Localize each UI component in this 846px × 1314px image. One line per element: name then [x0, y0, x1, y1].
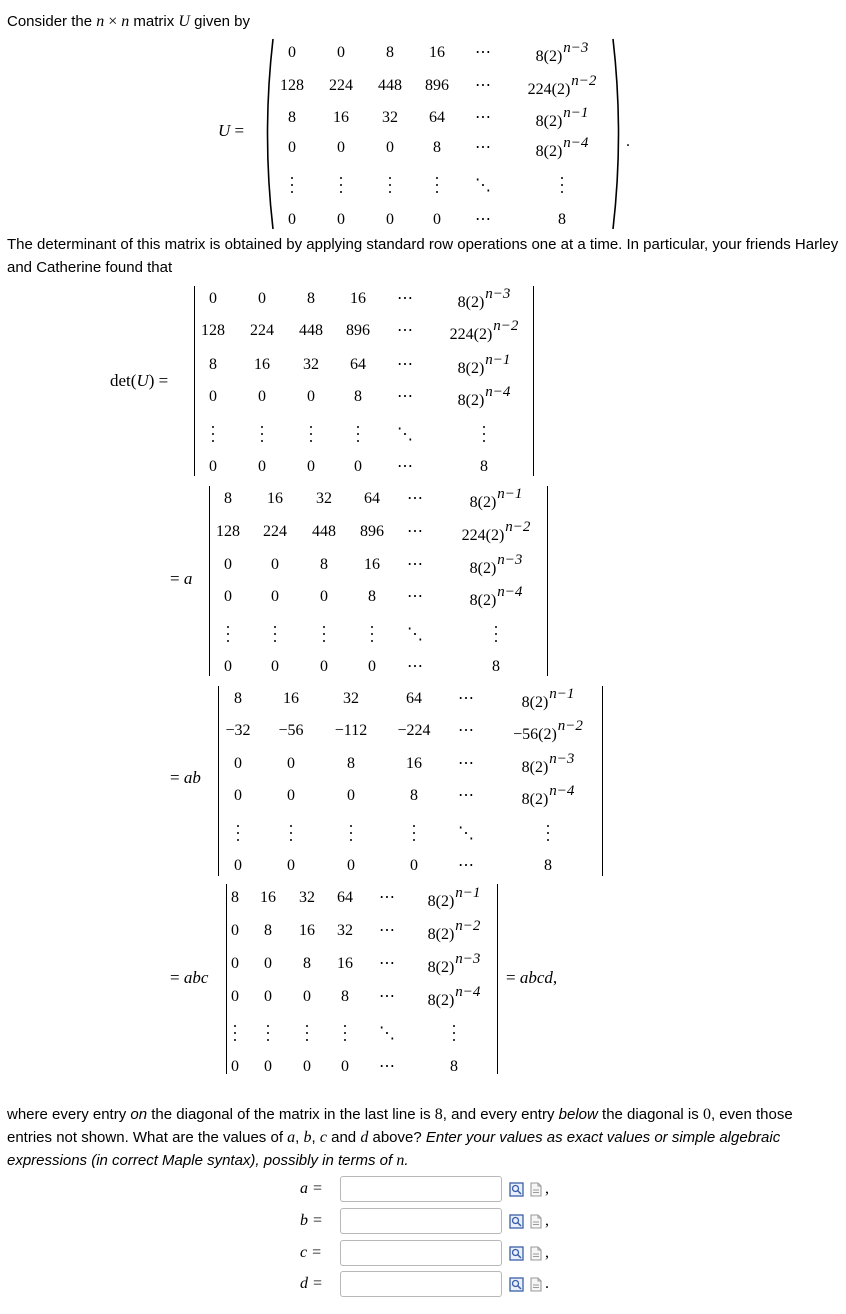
answer-punct: , [545, 1244, 549, 1261]
matrix-entry: ⋯ [475, 139, 491, 156]
matrix-entry: 8 [433, 139, 441, 156]
matrix-entry: 32 [303, 356, 319, 373]
matrix-entry: 0 [386, 139, 394, 156]
matrix-entry: 0 [271, 588, 279, 605]
matrix-entry: 128 [216, 523, 240, 540]
matrix-entry: 0 [303, 988, 311, 1005]
matrix-entry: 32 [382, 109, 398, 126]
matrix-entry: 224 [329, 77, 353, 94]
matrix-entry: 448 [312, 523, 336, 540]
matrix-entry: 8 [320, 556, 328, 573]
matrix-vdots [261, 426, 263, 444]
matrix-entry: 0 [234, 857, 242, 874]
matrix-entry: 224 [263, 523, 287, 540]
help-icon[interactable] [528, 1182, 543, 1197]
matrix-entry: 0 [271, 658, 279, 675]
matrix-entry: 8 [492, 658, 500, 675]
matrix-entry: ⋯ [397, 322, 413, 339]
answer-punct: . [545, 1275, 549, 1292]
question-paragraph: where every entry on the diagonal of the matrix in the last line is 8, and every entry below the diagonal is 0, even those entries not shown. What are the values of a, b, c and d above? Enter your values as exact values or simple algebraic expressions (in correct Maple syntax), possibly in terms of n. [7, 1106, 793, 1169]
matrix-vdots [357, 426, 359, 444]
det4-result: = abcd, [506, 968, 558, 987]
det3-label: = ab [170, 768, 201, 787]
matrix-vdots [267, 1025, 269, 1043]
matrix-entry: 0 [354, 458, 362, 475]
matrix-entry: 0 [234, 755, 242, 772]
matrix-entry: 64 [337, 889, 353, 906]
matrix-entry: ⋯ [458, 857, 474, 874]
matrix-entry: 0 [264, 1058, 272, 1075]
help-icon[interactable] [528, 1246, 543, 1261]
answer-input-d[interactable] [340, 1271, 502, 1297]
matrix-entry: 0 [231, 922, 239, 939]
matrix-entry: $8(2)^{n-1}$ [469, 486, 523, 511]
matrix-entry: 16 [254, 356, 270, 373]
matrix-entry: 896 [346, 322, 370, 339]
matrix-entry: $8(2)^{n-1}$ [535, 105, 589, 130]
matrix-entry: $224(2)^{n-2}$ [527, 73, 597, 98]
matrix-entry: $8(2)^{n-2}$ [427, 918, 481, 943]
matrix-entry: $8(2)^{n-4}$ [427, 984, 481, 1009]
matrix-entry: 0 [258, 458, 266, 475]
matrix-entry: ⋯ [407, 658, 423, 675]
matrix-entry: 16 [260, 889, 276, 906]
matrix-entry: 0 [231, 988, 239, 1005]
matrix-vdots [310, 426, 312, 444]
matrix-vdots [306, 1025, 308, 1043]
matrix-entry: ⋯ [379, 1058, 395, 1075]
matrix-entry: 0 [303, 1058, 311, 1075]
matrix-entry: 16 [406, 755, 422, 772]
matrix-entry: 64 [364, 490, 380, 507]
matrix-entry: ⋱ [475, 177, 491, 194]
matrix-entry: $8(2)^{n-4}$ [535, 135, 589, 160]
matrix-entry: −112 [334, 722, 368, 739]
matrix-period: . [626, 133, 630, 150]
preview-icon[interactable] [509, 1246, 524, 1261]
matrix-entry: 0 [320, 658, 328, 675]
matrix-vdots [344, 1025, 346, 1043]
matrix-entry: −224 [397, 722, 431, 739]
determinant-bar [533, 286, 534, 476]
matrix-entry: 0 [209, 290, 217, 307]
matrix-entry: 0 [288, 44, 296, 61]
determinant-bar [602, 686, 603, 876]
matrix-vdots [237, 825, 239, 843]
matrix-entry: 0 [287, 755, 295, 772]
matrix-entry: $8(2)^{n-4}$ [457, 384, 511, 409]
matrix-entry: $8(2)^{n-1}$ [521, 686, 575, 711]
determinant-bar [547, 486, 548, 676]
matrix-entry: ⋱ [397, 426, 413, 443]
matrix-vdots [389, 177, 391, 195]
answer-punct: , [545, 1212, 549, 1229]
matrix-vdots [547, 825, 549, 843]
matrix-entry: ⋯ [397, 356, 413, 373]
determinant-bar [218, 686, 219, 876]
matrix-entry: 16 [333, 109, 349, 126]
preview-icon[interactable] [509, 1277, 524, 1292]
matrix-entry: 0 [337, 44, 345, 61]
matrix-entry: $8(2)^{n-3}$ [457, 286, 511, 311]
matrix-entry: 8 [234, 690, 242, 707]
matrix-entry: 128 [280, 77, 304, 94]
matrix-entry: $8(2)^{n-3}$ [427, 951, 481, 976]
matrix-entry: 0 [287, 787, 295, 804]
matrix-entry: 8 [410, 787, 418, 804]
matrix-entry: 8 [450, 1058, 458, 1075]
matrix-entry: ⋱ [407, 626, 423, 643]
intro-text: Consider the n × n matrix U given by [7, 13, 251, 30]
determinant-bar [194, 286, 195, 476]
matrix-entry: ⋯ [458, 690, 474, 707]
matrix-entry: 0 [288, 139, 296, 156]
matrix-entry: ⋱ [379, 1025, 395, 1042]
matrix-entry: 0 [337, 211, 345, 228]
matrix-entry: ⋯ [475, 211, 491, 228]
matrix-entry: 64 [350, 356, 366, 373]
matrix-entry: 448 [299, 322, 323, 339]
matrix-entry: 16 [299, 922, 315, 939]
matrix-entry: ⋯ [407, 588, 423, 605]
det4-label: = abc [170, 968, 209, 987]
matrix-entry: ⋯ [379, 988, 395, 1005]
matrix-entry: ⋯ [407, 556, 423, 573]
matrix-entry: 0 [307, 388, 315, 405]
matrix-entry: 896 [360, 523, 384, 540]
matrix-entry: 8 [303, 955, 311, 972]
answer-label-c: c = [300, 1244, 322, 1261]
matrix-entry: 8 [480, 458, 488, 475]
matrix-entry: 8 [224, 490, 232, 507]
matrix-entry: 0 [320, 588, 328, 605]
matrix-entry: $224(2)^{n-2}$ [449, 318, 519, 343]
matrix-vdots [483, 426, 485, 444]
determinant-bar [497, 884, 498, 1074]
matrix-entry: $8(2)^{n-3}$ [521, 751, 575, 776]
matrix-vdots [323, 626, 325, 644]
matrix-entry: 0 [288, 211, 296, 228]
matrix-entry: 0 [410, 857, 418, 874]
left-paren [262, 38, 274, 230]
matrix-entry: 0 [231, 1058, 239, 1075]
matrix-entry: 8 [368, 588, 376, 605]
matrix-entry: 0 [264, 955, 272, 972]
matrix-entry: 0 [209, 458, 217, 475]
matrix-entry: 8 [544, 857, 552, 874]
matrix-u-label: U = [218, 121, 245, 140]
matrix-entry: 16 [283, 690, 299, 707]
matrix-vdots [274, 626, 276, 644]
preview-icon[interactable] [509, 1182, 524, 1197]
matrix-entry: $8(2)^{n-3}$ [535, 40, 589, 65]
matrix-entry: ⋯ [397, 290, 413, 307]
matrix-entry: 8 [288, 109, 296, 126]
matrix-entry: 0 [368, 658, 376, 675]
matrix-vdots [291, 177, 293, 195]
matrix-entry: $-56(2)^{n-2}$ [513, 718, 583, 743]
answer-punct: , [545, 1180, 549, 1197]
matrix-entry: ⋯ [475, 44, 491, 61]
matrix-entry: 0 [231, 955, 239, 972]
matrix-entry: 8 [354, 388, 362, 405]
matrix-entry: $8(2)^{n-1}$ [427, 885, 481, 910]
matrix-entry: 0 [347, 857, 355, 874]
matrix-entry: ⋯ [379, 955, 395, 972]
matrix-entry: −32 [225, 722, 251, 739]
matrix-entry: 0 [287, 857, 295, 874]
matrix-entry: 8 [231, 889, 239, 906]
matrix-entry: ⋯ [379, 889, 395, 906]
matrix-entry: 448 [378, 77, 402, 94]
matrix-vdots [413, 825, 415, 843]
matrix-entry: 32 [299, 889, 315, 906]
matrix-entry: 8 [558, 211, 566, 228]
matrix-vdots [350, 825, 352, 843]
matrix-entry: 64 [429, 109, 445, 126]
matrix-entry: 8 [347, 755, 355, 772]
matrix-entry: 8 [209, 356, 217, 373]
answer-label-b: b = [300, 1212, 323, 1229]
answer-input-b[interactable] [340, 1208, 502, 1234]
matrix-entry: 0 [224, 588, 232, 605]
det-label: det(U) = [110, 371, 169, 390]
matrix-entry: ⋯ [397, 388, 413, 405]
det2-label: = a [170, 569, 193, 588]
matrix-entry: ⋯ [379, 922, 395, 939]
matrix-entry: 0 [433, 211, 441, 228]
matrix-entry: ⋯ [475, 77, 491, 94]
matrix-entry: $8(2)^{n-1}$ [457, 352, 511, 377]
matrix-entry: 64 [406, 690, 422, 707]
matrix-entry: ⋯ [458, 787, 474, 804]
matrix-entry: 16 [337, 955, 353, 972]
matrix-entry: 16 [364, 556, 380, 573]
matrix-entry: 224 [250, 322, 274, 339]
matrix-vdots [495, 626, 497, 644]
matrix-entry: $8(2)^{n-4}$ [521, 783, 575, 808]
matrix-entry: ⋱ [458, 825, 474, 842]
matrix-vdots [340, 177, 342, 195]
matrix-entry: 0 [264, 988, 272, 1005]
matrix-entry: $8(2)^{n-3}$ [469, 552, 523, 577]
matrix-entry: 0 [347, 787, 355, 804]
matrix-entry: 32 [343, 690, 359, 707]
matrix-entry: 8 [264, 922, 272, 939]
matrix-entry: 16 [350, 290, 366, 307]
answer-input-c[interactable] [340, 1240, 502, 1266]
matrix-entry: 0 [258, 388, 266, 405]
matrix-vdots [453, 1025, 455, 1043]
matrix-entry: $8(2)^{n-4}$ [469, 584, 523, 609]
determinant-bar [209, 486, 210, 676]
answer-label-a: a = [300, 1180, 323, 1197]
matrix-vdots [290, 825, 292, 843]
matrix-vdots [371, 626, 373, 644]
determinant-bar [226, 884, 227, 1074]
matrix-entry: −56 [278, 722, 304, 739]
help-icon[interactable] [528, 1277, 543, 1292]
matrix-vdots [561, 177, 563, 195]
answer-label-d: d = [300, 1275, 323, 1292]
matrix-entry: ⋯ [475, 109, 491, 126]
matrix-entry: 0 [337, 139, 345, 156]
matrix-entry: 0 [224, 556, 232, 573]
matrix-entry: 0 [307, 458, 315, 475]
right-paren [612, 38, 624, 230]
matrix-vdots [436, 177, 438, 195]
preview-icon[interactable] [509, 1214, 524, 1229]
matrix-entry: 0 [209, 388, 217, 405]
matrix-entry: 32 [337, 922, 353, 939]
matrix-entry: $224(2)^{n-2}$ [461, 519, 531, 544]
matrix-entry: 16 [429, 44, 445, 61]
matrix-entry: ⋯ [397, 458, 413, 475]
matrix-entry: ⋯ [458, 722, 474, 739]
matrix-entry: 0 [341, 1058, 349, 1075]
matrix-vdots [212, 426, 214, 444]
description-paragraph: The determinant of this matrix is obtained by applying standard row operations one at a time. In particular, your friends Harley and Catherine found that [7, 236, 839, 276]
matrix-entry: 128 [201, 322, 225, 339]
matrix-vdots [227, 626, 229, 644]
matrix-entry: 896 [425, 77, 449, 94]
matrix-entry: 32 [316, 490, 332, 507]
matrix-entry: 0 [271, 556, 279, 573]
matrix-vdots [234, 1025, 236, 1043]
matrix-entry: ⋯ [458, 755, 474, 772]
answer-input-a[interactable] [340, 1176, 502, 1202]
matrix-entry: ⋯ [407, 490, 423, 507]
matrix-entry: 0 [224, 658, 232, 675]
matrix-entry: 16 [267, 490, 283, 507]
matrix-entry: 0 [234, 787, 242, 804]
matrix-entry: 8 [341, 988, 349, 1005]
matrix-entry: 8 [386, 44, 394, 61]
matrix-entry: ⋯ [407, 523, 423, 540]
matrix-entry: 0 [386, 211, 394, 228]
help-icon[interactable] [528, 1214, 543, 1229]
matrix-entry: 0 [258, 290, 266, 307]
matrix-entry: 8 [307, 290, 315, 307]
